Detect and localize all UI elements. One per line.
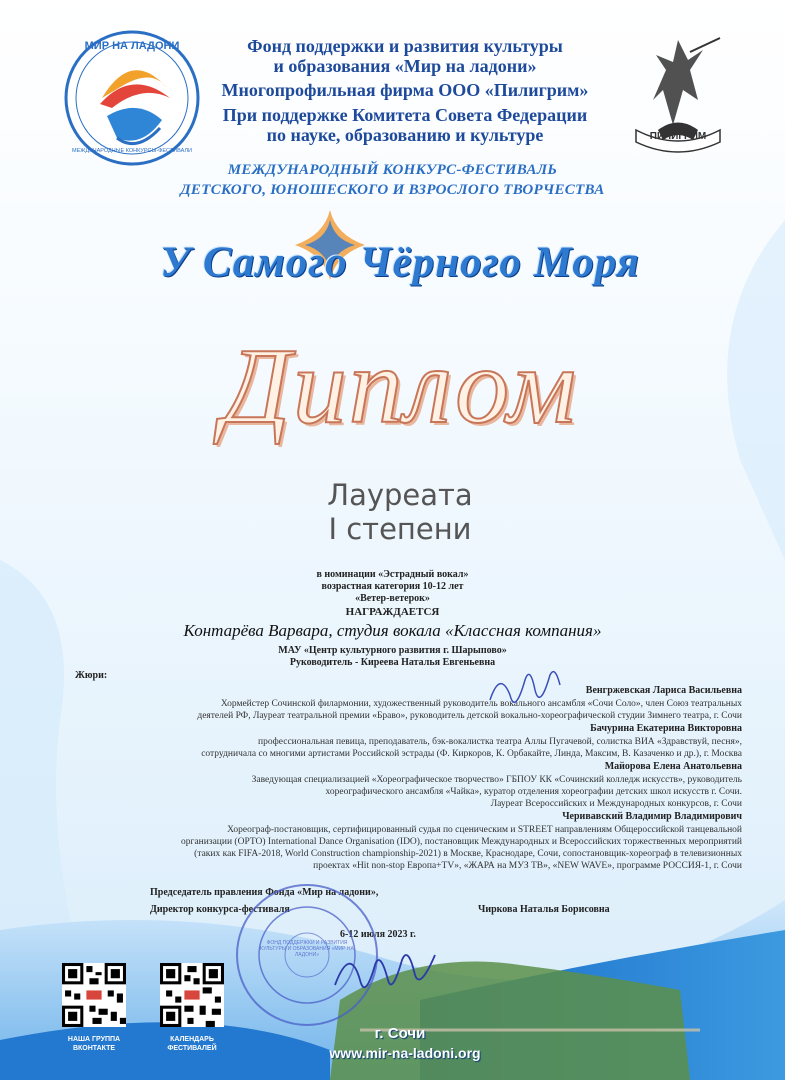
awardee-name: Контарёва Варвара, студия вокала «Классная компания» [183, 621, 602, 640]
laureate-line-2: I степени [328, 512, 472, 546]
jury-member-desc: организации (ОРТО) International Dance Organisation (IDO), постановщик Международных и Всероссийских торжественных мероприятий [181, 837, 742, 847]
qr-calendar-label-2: ФЕСТИВАЛЕЙ [167, 1045, 217, 1052]
chair-position: Председатель правления Фонда «Мир на ладони», [150, 887, 379, 898]
jury-label: Жюри: [75, 670, 108, 681]
footer-url[interactable]: www.mir-na-ladoni.org [329, 1045, 481, 1061]
jury-member-name: Венгржевская Лариса Васильевна [585, 685, 742, 696]
jury-signature [485, 660, 565, 730]
jury-member-name: Бачурина Екатерина Викторовна [590, 723, 742, 734]
festival-dates: 6-12 июля 2023 г. [340, 929, 416, 940]
header-line-2: и образования «Мир на ладони» [273, 56, 537, 76]
stamp-text: ФОНД ПОДДЕРЖКИ И РАЗВИТИЯ КУЛЬТУРЫ И ОБРАЗОВАНИЯ «МИР НА ЛАДОНИ» [260, 940, 354, 958]
age-category: возрастная категория 10-12 лет [321, 581, 464, 592]
jury-member-desc: деятелей РФ, Лауреат театральной премии «Браво», руководитель детской вокально-хореографической студии Зимнего театра, г. Сочи [197, 711, 742, 721]
jury-member-desc: Лауреат Всероссийских и Международных конкурсов, г. Сочи [490, 799, 742, 809]
festival-name: У Самого Чёрного Моря [160, 239, 640, 286]
piligrim-logo-text: ПИЛИГРИМ [649, 131, 707, 142]
logo-ring-text: МЕЖДУНАРОДНЫЕ КОНКУРСЫ-ФЕСТИВАЛИ [72, 148, 192, 154]
qr-calendar-label-1: КАЛЕНДАРЬ [170, 1036, 214, 1043]
awarded-label: НАГРАЖДАЕТСЯ [345, 606, 440, 618]
contest-line-1: МЕЖДУНАРОДНЫЙ КОНКУРС-ФЕСТИВАЛЬ [227, 162, 558, 178]
jury-member-desc: проектах «Hit non-stop Европа+TV», «ЖАРА на МУЗ ТВ», «NEW WAVE», программе РОССИЯ-1, г. Сочи [313, 861, 742, 871]
director-signature [330, 935, 440, 1010]
qr-code-calendar[interactable] [160, 963, 224, 1027]
jury-member-desc: Заведующая специализацией «Хореографическое творчество» ГБПОУ КК «Сочинский колледж искусств», руководитель [251, 775, 742, 785]
qr-code-vk[interactable] [62, 963, 126, 1027]
header-line-3: Многопрофильная фирма ООО «Пилигрим» [221, 80, 589, 100]
qr-vk-label-1: НАША ГРУППА [67, 1036, 121, 1043]
piligrim-logo [628, 30, 728, 160]
jury-member-desc: профессиональная певица, преподаватель, бэк-вокалистка театра Аллы Пугачевой, солистка ВИА «Здравствуй, песня», [258, 737, 742, 747]
logo-top-text: МИР НА ЛАДОНИ [84, 40, 180, 52]
footer-city: г. Сочи [374, 1025, 426, 1042]
jury-member-desc: Хормейстер Сочинской филармонии, художественный руководитель вокального ансамбля «Сочи Соло», член Союз театральных [220, 699, 742, 709]
song-title: «Ветер-ветерок» [355, 593, 430, 604]
director-name: Чиркова Наталья Борисовна [478, 904, 610, 915]
nomination: в номинации «Эстрадный вокал» [316, 569, 469, 580]
jury-member-name: Черивавский Владимир Владимирович [562, 811, 742, 822]
header-line-4: При поддержке Комитета Совета Федерации [222, 105, 588, 125]
mir-na-ladoni-logo [62, 28, 202, 168]
laureate-line-1: Лауреата [327, 478, 473, 512]
leader: Руководитель - Киреева Наталья Евгеньевна [289, 657, 496, 668]
header-line-5: по науке, образованию и культуре [266, 125, 544, 145]
director-position: Директор конкурса-фестиваля [150, 904, 290, 915]
institution: МАУ «Центр культурного развития г. Шарыпово» [278, 645, 507, 656]
jury-member-desc: сотрудничала со многими артистами Российской эстрады (Ф. Киркоров, К. Орбакайте, Линда, Максим, В. Казаченко и др.), г. Москва [201, 749, 742, 759]
jury-member-desc: Хореограф-постановщик, сертифицированный судья по сценическим и STREET направлениям Общероссийской танцевальной [227, 825, 742, 835]
contest-line-2: ДЕТСКОГО, ЮНОШЕСКОГО И ВЗРОСЛОГО ТВОРЧЕСТВА [180, 182, 605, 198]
jury-member-name: Майорова Елена Анатольевна [604, 761, 742, 772]
header-line-1: Фонд поддержки и развития культуры [247, 36, 563, 56]
diploma-title: Диплом [222, 327, 578, 446]
qr-vk-label-2: ВКОНТАКТЕ [72, 1045, 116, 1052]
jury-member-desc: хореографического ансамбля «Чайка», куратор отделения хореографии детских школ искусств г. Сочи. [325, 787, 742, 797]
jury-member-desc: (таких как FIFA-2018, World Construction championship-2021) в Москве, Краснодаре, Сочи, сопостановщик-хореограф в телевизионных [194, 849, 742, 859]
